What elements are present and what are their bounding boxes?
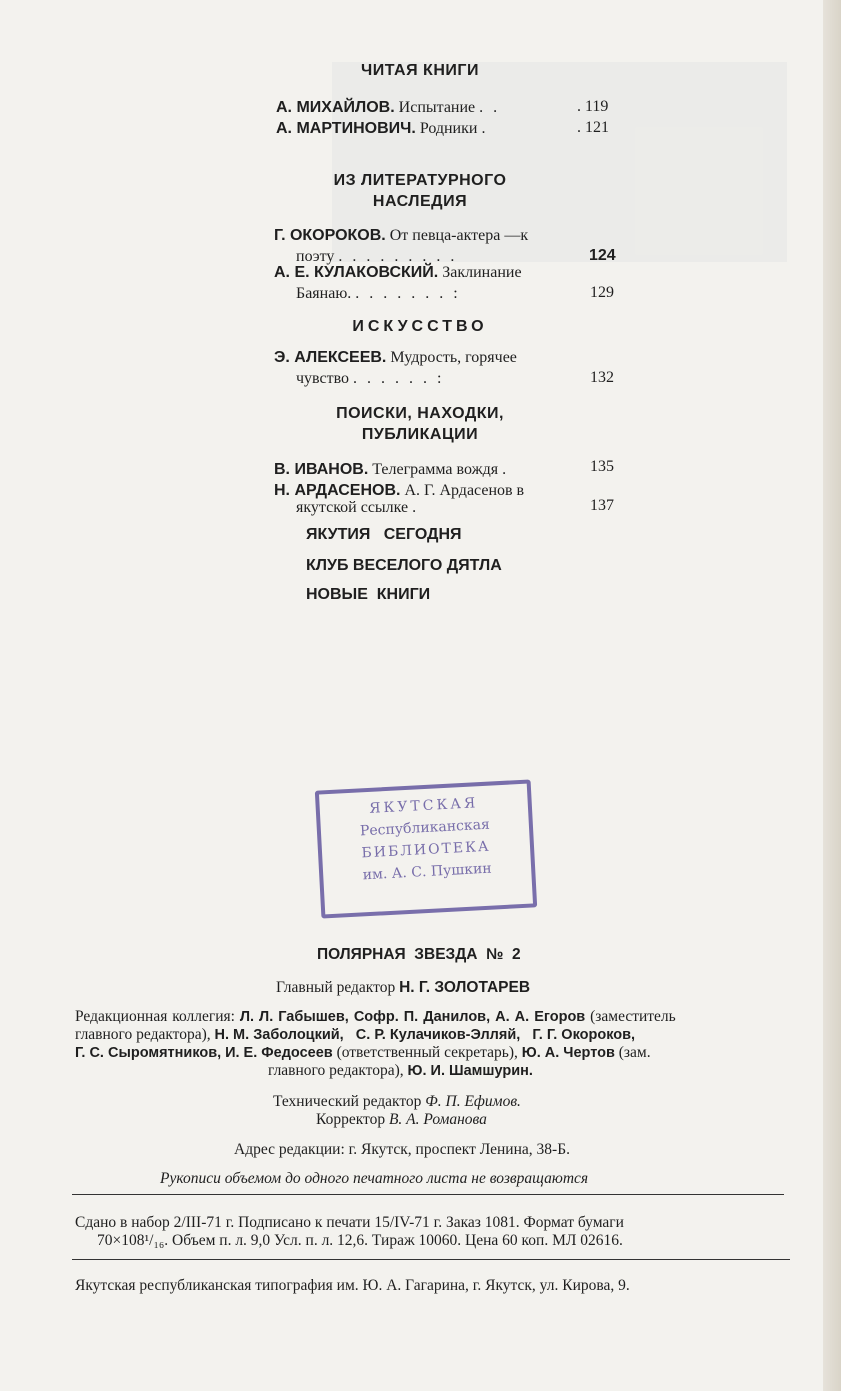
board-members: Л. Л. Габышев, Софр. П. Данилов, А. А. Егоров [239,1009,586,1025]
entry-author: А. МАРТИНОВИЧ. [276,120,416,137]
entry-author: А. Е. КУЛАКОВСКИЙ. [274,264,439,281]
page-number-value: 121 [585,119,609,136]
toc-entry-cont [296,369,445,389]
corrector-line [316,1110,487,1129]
entry-title: Мудрость, горячее [390,349,517,366]
board-line-2 [75,1025,635,1045]
board-role: главного редактора), [268,1062,404,1079]
page-number: . 119 [577,98,609,115]
entry-title: Телеграмма вождя [372,461,499,478]
page-number-value: 119 [585,98,609,115]
page-number: 137 [590,497,614,514]
entry-author: А. МИХАЙЛОВ. [276,99,395,116]
board-role: (заместитель [590,1008,676,1025]
toc-entry-cont [296,498,419,518]
section-heading-newbooks: НОВЫЕ КНИГИ [306,586,431,603]
entry-title: Баянаю. [296,285,352,302]
stamp-line: Республиканская [359,816,491,840]
section-heading-heritage-2: НАСЛЕДИЯ [372,193,468,210]
section-heading-reading: ЧИТАЯ КНИГИ [361,62,479,79]
entry-title: Родники [419,120,478,137]
section-heading-heritage-1: ИЗ ЛИТЕРАТУРНОГО [333,172,507,189]
entry-title: якутской ссылке [296,499,409,516]
leader-dots: . . [479,99,501,116]
stamp-line: им. А. С. Пушкин [362,860,493,884]
board-line-1 [75,1007,676,1027]
section-heading-art: ИСКУССТВО [352,318,488,335]
section-heading-today: ЯКУТИЯ СЕГОДНЯ [306,526,462,543]
toc-entry [274,226,528,246]
board-role: (зам. [618,1044,651,1061]
board-members: Г. С. Сыромятников, [75,1045,222,1061]
corrector-name: В. А. Романова [388,1111,487,1128]
entry-title: чувство [296,370,350,387]
section-heading-club: КЛУБ ВЕСЕЛОГО ДЯТЛА [306,557,502,574]
chief-editor-name: Н. Г. ЗОЛОТАРЕВ [399,979,531,996]
tech-editor-line [273,1092,521,1111]
board-role: главного редактора), [75,1026,211,1043]
leader-dots: . . . . . . : [353,370,445,387]
toc-entry [276,119,488,139]
entry-author: Э. АЛЕКСЕЕВ. [274,349,387,366]
page-number: . 121 [577,119,609,136]
board-line-3 [75,1043,651,1063]
divider [72,1194,784,1195]
leader-dots: . . . . . . . : [355,285,461,302]
page-edge [823,0,841,1391]
toc-entry [274,263,522,283]
board-members: Ю. И. Шамшурин. [407,1063,533,1079]
leader-dots: . . . . . . . . . [338,248,458,265]
chief-editor-line [276,978,530,997]
entry-title: поэту [296,248,335,265]
section-heading-search-2: ПУБЛИКАЦИИ [361,426,479,443]
toc-entry-cont [296,284,461,304]
board-label: Редакционная коллегия: [75,1008,235,1025]
stamp-line: БИБЛИОТЕКА [361,838,491,862]
printer-line: Якутская республиканская типография им. Ю. А. Гагарина, г. Якутск, ул. Кирова, 9. [75,1277,630,1294]
toc-entry [276,98,500,118]
corrector-label: Корректор [316,1111,386,1128]
page-number: 132 [590,369,614,386]
toc-entry [274,348,517,368]
board-members: Н. М. Заболоцкий, С. Р. Кулачиков-Элляй, Г. Г. Окороков, [214,1027,636,1043]
entry-author: В. ИВАНОВ. [274,461,369,478]
page-number: 135 [590,458,614,475]
print-info-1: Сдано в набор 2/III-71 г. Подписано к печати 15/IV-71 г. Заказ 1081. Формат бумаги [75,1214,624,1231]
board-members: Ю. А. Чертов [521,1045,615,1061]
entry-title: А. Г. Ардасенов в [404,482,525,499]
editorial-address: Адрес редакции: г. Якутск, проспект Ленина, 38-Б. [234,1141,570,1158]
divider [72,1259,790,1260]
board-line-4 [268,1061,533,1081]
tech-editor-name: Ф. П. Ефимов. [425,1093,521,1110]
manuscripts-note: Рукописи объемом до одного печатного листа не возвращаются [160,1170,589,1187]
page-number: 129 [590,284,614,301]
leader-dots: . [502,461,507,478]
chief-editor-label: Главный редактор [276,979,396,996]
board-members: И. Е. Федосеев [225,1045,333,1061]
entry-author: Н. АРДАСЕНОВ. [274,482,401,499]
library-stamp [315,779,537,918]
stamp-line: ЯКУТСКАЯ [368,795,479,817]
print-info-2: 70×108¹/₁₆. Объем п. л. 9,0 Усл. п. л. 12,6. Тираж 10060. Цена 60 коп. МЛ 02616. [97,1232,623,1249]
page-number: 124 [589,247,616,264]
board-role: (ответственный секретарь), [336,1044,518,1061]
entry-title: Испытание [398,99,476,116]
entry-title: От певца-актера —к [389,227,529,244]
toc-entry [274,460,506,480]
journal-title: ПОЛЯРНАЯ ЗВЕЗДА № 2 [317,946,521,963]
leader-dots: . [412,499,420,516]
entry-author: Г. ОКОРОКОВ. [274,227,386,244]
section-heading-search-1: ПОИСКИ, НАХОДКИ, [336,405,504,422]
tech-editor-label: Технический редактор [273,1093,422,1110]
entry-title: Заклинание [442,264,522,281]
leader-dots: . [481,120,489,137]
